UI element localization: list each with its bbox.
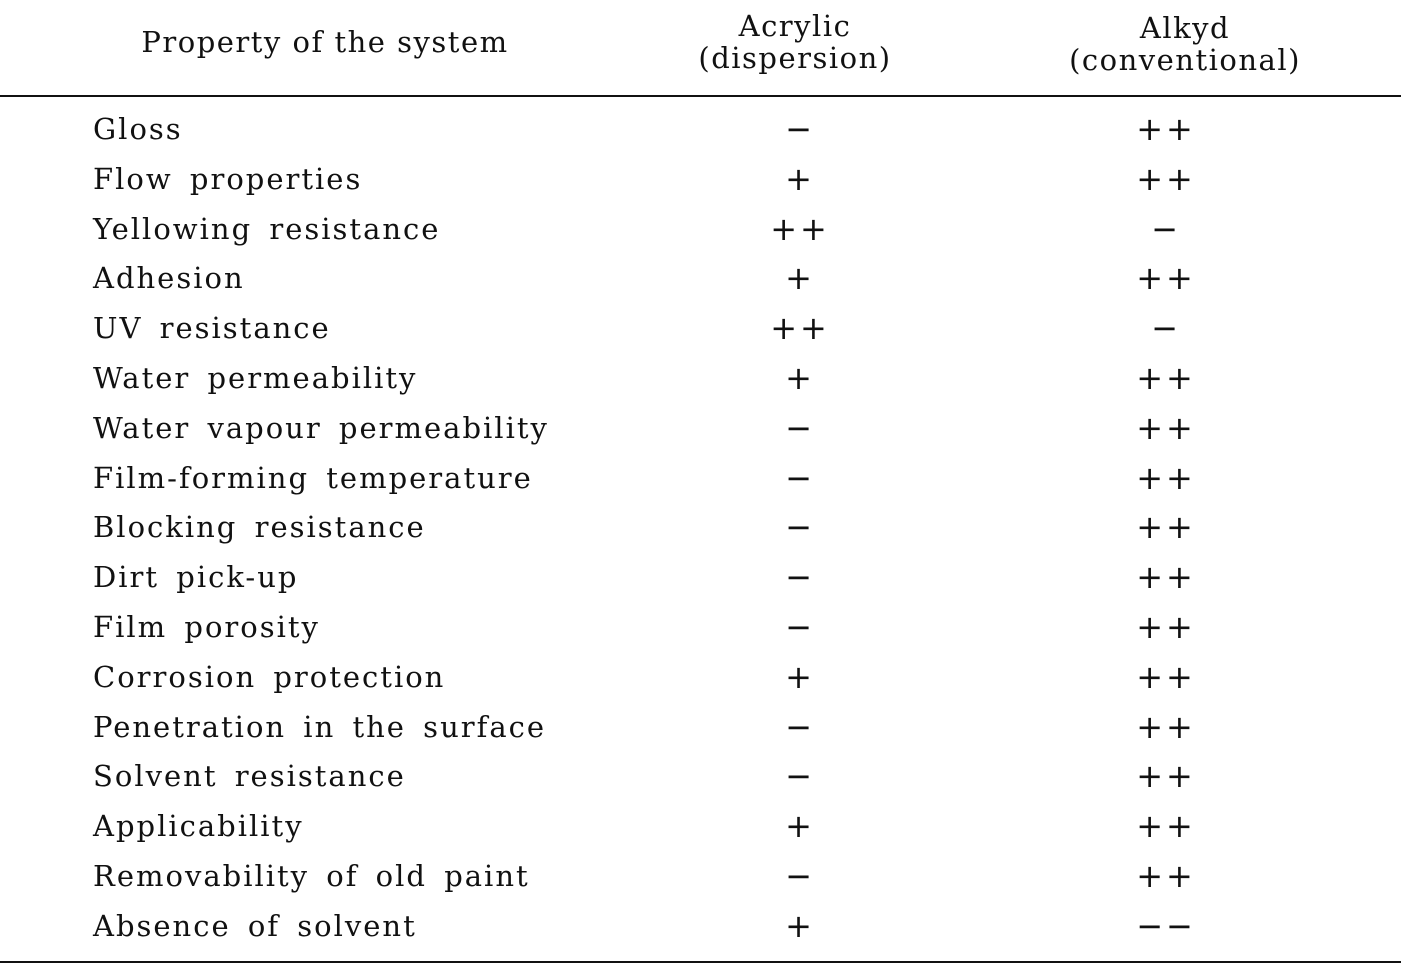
acrylic-rating-cell: +: [785, 358, 815, 397]
table-row: [0, 851, 1401, 901]
header-acrylic-line1: Acrylic: [738, 9, 852, 43]
property-cell: Dirt pick-up: [93, 560, 299, 595]
property-cell: Solvent resistance: [93, 759, 406, 794]
table-row: [0, 253, 1401, 303]
property-cell: Film porosity: [93, 609, 320, 644]
header-property-label: Property of the system: [141, 25, 509, 59]
alkyd-rating-cell: ++: [1136, 607, 1196, 646]
table-row: [0, 552, 1401, 602]
acrylic-rating-cell: +: [785, 159, 815, 198]
table-row: [0, 901, 1401, 951]
acrylic-rating-cell: −: [785, 707, 815, 746]
acrylic-rating-cell: −: [785, 408, 815, 447]
alkyd-rating-cell: −−: [1136, 906, 1196, 945]
acrylic-rating-cell: −: [785, 110, 815, 148]
acrylic-rating-cell: −: [785, 558, 815, 597]
table-row: [0, 353, 1401, 403]
acrylic-rating-cell: −: [785, 508, 815, 547]
alkyd-rating-cell: ++: [1136, 707, 1196, 746]
table-row: [0, 104, 1401, 154]
property-cell: Yellowing resistance: [93, 211, 441, 246]
property-cell: Water permeability: [93, 360, 418, 395]
header-property: [100, 26, 550, 58]
table-row: [0, 303, 1401, 353]
table-row: [0, 204, 1401, 254]
acrylic-rating-cell: +: [785, 906, 815, 945]
alkyd-rating-cell: ++: [1136, 558, 1196, 597]
table-row: [0, 602, 1401, 652]
acrylic-rating-cell: −: [785, 757, 815, 796]
property-cell: Gloss: [93, 112, 183, 146]
alkyd-rating-cell: ++: [1136, 408, 1196, 447]
acrylic-rating-cell: ++: [770, 209, 830, 248]
acrylic-rating-cell: +: [785, 657, 815, 696]
acrylic-rating-cell: +: [785, 807, 815, 846]
property-cell: Removability of old paint: [93, 858, 530, 893]
header-acrylic: [650, 10, 940, 74]
alkyd-rating-cell: ++: [1136, 508, 1196, 547]
acrylic-rating-cell: +: [785, 259, 815, 298]
acrylic-rating-cell: ++: [770, 309, 830, 348]
property-cell: Absence of solvent: [93, 908, 417, 943]
header-alkyd: [1020, 12, 1350, 76]
table-row: [0, 801, 1401, 851]
alkyd-rating-cell: ++: [1136, 757, 1196, 796]
property-cell: Flow properties: [93, 161, 363, 196]
property-cell: Film-forming temperature: [93, 460, 533, 495]
acrylic-rating-cell: −: [785, 856, 815, 895]
property-cell: Blocking resistance: [93, 510, 426, 545]
property-cell: Water vapour permeability: [93, 410, 549, 445]
bottom-rule: [0, 961, 1401, 963]
alkyd-rating-cell: ++: [1136, 856, 1196, 895]
header-alkyd-line1: Alkyd: [1139, 11, 1231, 45]
property-cell: Applicability: [93, 809, 304, 844]
header-acrylic-line2: (dispersion): [698, 41, 892, 75]
table-body: [0, 104, 1401, 951]
alkyd-rating-cell: ++: [1136, 110, 1196, 148]
table-row: [0, 502, 1401, 552]
table-row: [0, 453, 1401, 503]
acrylic-rating-cell: −: [785, 607, 815, 646]
alkyd-rating-cell: −: [1151, 209, 1181, 248]
alkyd-rating-cell: −: [1151, 309, 1181, 348]
table-header: [0, 0, 1401, 96]
alkyd-rating-cell: ++: [1136, 159, 1196, 198]
table-row: [0, 154, 1401, 204]
alkyd-rating-cell: ++: [1136, 807, 1196, 846]
acrylic-rating-cell: −: [785, 458, 815, 497]
alkyd-rating-cell: ++: [1136, 259, 1196, 298]
property-cell: Penetration in the surface: [93, 709, 547, 744]
header-alkyd-line2: (conventional): [1069, 43, 1301, 77]
property-cell: Corrosion protection: [93, 659, 446, 694]
table-row: [0, 652, 1401, 702]
table-row: [0, 702, 1401, 752]
table-row: [0, 403, 1401, 453]
header-rule: [0, 95, 1401, 97]
table-row: [0, 751, 1401, 801]
property-cell: UV resistance: [93, 311, 331, 346]
alkyd-rating-cell: ++: [1136, 657, 1196, 696]
alkyd-rating-cell: ++: [1136, 458, 1196, 497]
alkyd-rating-cell: ++: [1136, 358, 1196, 397]
property-cell: Adhesion: [93, 261, 245, 296]
